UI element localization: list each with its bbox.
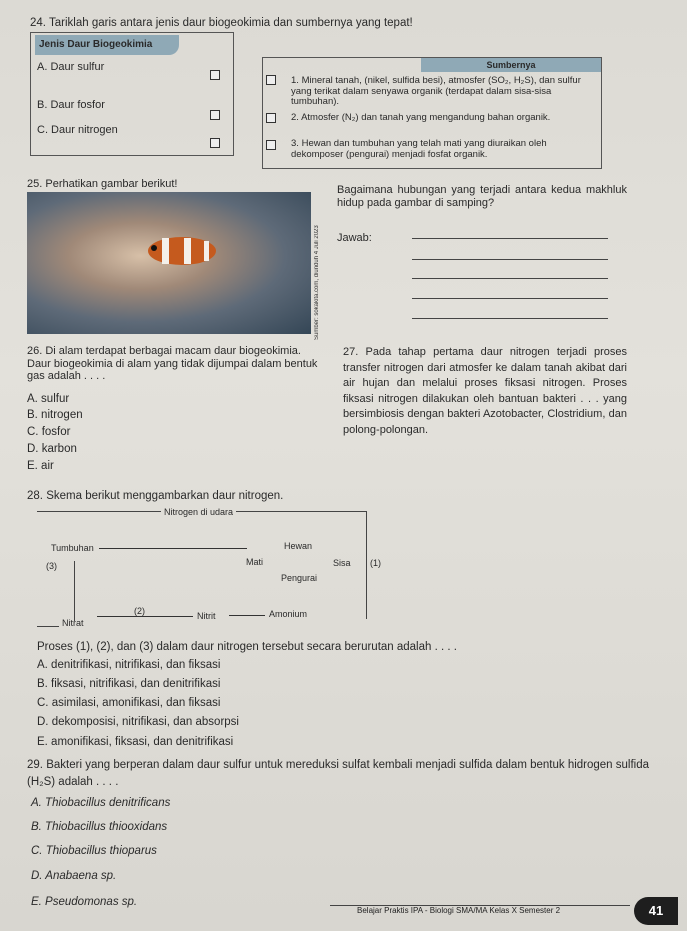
q24-left-item: B. Daur fosfor <box>37 99 105 111</box>
q28-option[interactable]: A. denitrifikasi, nitrifikasi, dan fiksasi <box>37 659 221 671</box>
q24-right-box <box>262 57 602 169</box>
clownfish-anemone-photo <box>27 192 311 334</box>
label-pengurai: Pengurai <box>281 573 318 583</box>
image-credit: Sumber: sokakita.com, diunduh 4 Juli 2023 <box>314 225 320 340</box>
q24-left-item: A. Daur sulfur <box>37 61 105 73</box>
q26-option[interactable]: B. nitrogen <box>27 409 83 421</box>
q24-right-item: 1. Mineral tanah, (nikel, sulfida besi), atmosfer (SO₂, H₂S), dan sulfur yang terikat dalam senyawa organik (terdapat dalam sisa-sisa tumbuhan). <box>291 75 581 107</box>
q24-right-checkbox[interactable] <box>266 113 276 123</box>
diagram-left-line <box>74 561 75 621</box>
answer-line[interactable] <box>412 318 608 319</box>
q24-left-header: Jenis Daur Biogeokimia <box>35 35 179 55</box>
q26-question: 26. Di alam terdapat berbagai macam daur biogeokimia. Daur biogeokimia di alam yang tidak dijumpai dalam bentuk gas adalah . . . . <box>27 345 318 382</box>
q28-option[interactable]: E. amonifikasi, fiksasi, dan denitrifikasi <box>37 736 234 748</box>
answer-line[interactable] <box>412 298 608 299</box>
q24-right-checkbox[interactable] <box>266 140 276 150</box>
q24-left-box <box>30 32 234 156</box>
q28-option[interactable]: B. fiksasi, nitrifikasi, dan denitrifikasi <box>37 678 221 690</box>
arrow-tumbuhan-hewan <box>99 548 247 549</box>
clownfish-illustration <box>142 232 222 270</box>
q29-option[interactable]: C. Thiobacillus thioparus <box>31 845 157 857</box>
label-nitrit: Nitrit <box>197 611 216 621</box>
q24-instruction: 24. Tariklah garis antara jenis daur biogeokimia dan sumbernya yang tepat! <box>30 17 413 29</box>
q26-option[interactable]: E. air <box>27 460 54 472</box>
q27-text: 27. Pada tahap pertama daur nitrogen terjadi proses transfer nitrogen dari atmosfer ke dalam tanah akibat dari air hujan dan melalui proses fiksasi nitrogen. Proses fiksasi nitrogen dilakukan oleh bantuan bakteri . . . yang bersimbiosis dengan bakteri Azotobacter, Clostridium, dan polong-polongan. <box>343 346 627 436</box>
diagram-bottom-line <box>37 626 59 627</box>
diagram-right-line <box>366 511 367 619</box>
label-sisa: Sisa <box>333 558 351 568</box>
q24-right-checkbox[interactable] <box>266 75 276 85</box>
q25-question: Bagaimana hubungan yang terjadi antara kedua makhluk hidup pada gambar di samping? <box>337 184 627 209</box>
label-tumbuhan: Tumbuhan <box>51 543 94 553</box>
q25-instruction: 25. Perhatikan gambar berikut! <box>27 178 178 190</box>
q26-option[interactable]: A. sulfur <box>27 393 70 405</box>
label-hewan: Hewan <box>284 541 313 551</box>
page-number: 41 <box>634 897 678 925</box>
q24-left-checkbox[interactable] <box>210 110 220 120</box>
q28-option[interactable]: C. asimilasi, amonifikasi, dan fiksasi <box>37 697 221 709</box>
q24-right-header: Sumbernya <box>421 58 601 72</box>
answer-line[interactable] <box>412 278 608 279</box>
q29-option[interactable]: A. Thiobacillus denitrificans <box>31 797 171 809</box>
label-mati: Mati <box>246 557 264 567</box>
arrow-amonium-nitrit <box>229 615 265 616</box>
label-process-3: (3) <box>46 561 57 571</box>
q26-option[interactable]: D. karbon <box>27 443 77 455</box>
label-nitrat: Nitrat <box>62 618 84 628</box>
label-process-1: (1) <box>370 558 381 568</box>
q24-left-item: C. Daur nitrogen <box>37 124 118 136</box>
label-nitrogen-udara: Nitrogen di udara <box>161 506 236 519</box>
q28-question: 28. Skema berikut menggambarkan daur nitrogen. <box>27 490 284 502</box>
answer-line[interactable] <box>412 259 608 260</box>
q24-right-item: 2. Atmosfer (N₂) dan tanah yang mengandung bahan organik. <box>291 112 551 123</box>
nitrogen-cycle-diagram <box>37 505 381 628</box>
q29-question: 29. Bakteri yang berperan dalam daur sulfur untuk mereduksi sulfat kembali menjadi sulfida dalam bentuk hidrogen sulfida (H₂S) adalah . . . . <box>27 759 650 788</box>
answer-line[interactable] <box>412 238 608 239</box>
label-amonium: Amonium <box>269 609 308 619</box>
label-process-2: (2) <box>134 606 145 616</box>
q29-option[interactable]: E. Pseudomonas sp. <box>31 896 138 908</box>
q24-left-checkbox[interactable] <box>210 70 220 80</box>
q28-option[interactable]: D. dekomposisi, nitrifikasi, dan absorpsi <box>37 716 239 728</box>
q25-answer-label: Jawab: <box>337 232 372 244</box>
q26-option[interactable]: C. fosfor <box>27 426 71 438</box>
q28-prompt: Proses (1), (2), dan (3) dalam daur nitrogen tersebut secara berurutan adalah . . . . <box>37 641 457 653</box>
q29-option[interactable]: D. Anabaena sp. <box>31 870 117 882</box>
arrow-nitrit-nitrat <box>97 616 193 617</box>
footer-text: Belajar Praktis IPA - Biologi SMA/MA Kelas X Semester 2 <box>357 906 561 915</box>
q29-option[interactable]: B. Thiobacillus thiooxidans <box>31 821 168 833</box>
q24-left-checkbox[interactable] <box>210 138 220 148</box>
q24-right-item: 3. Hewan dan tumbuhan yang telah mati yang diuraikan oleh dekomposer (pengurai) menjadi fosfat organik. <box>291 138 547 160</box>
